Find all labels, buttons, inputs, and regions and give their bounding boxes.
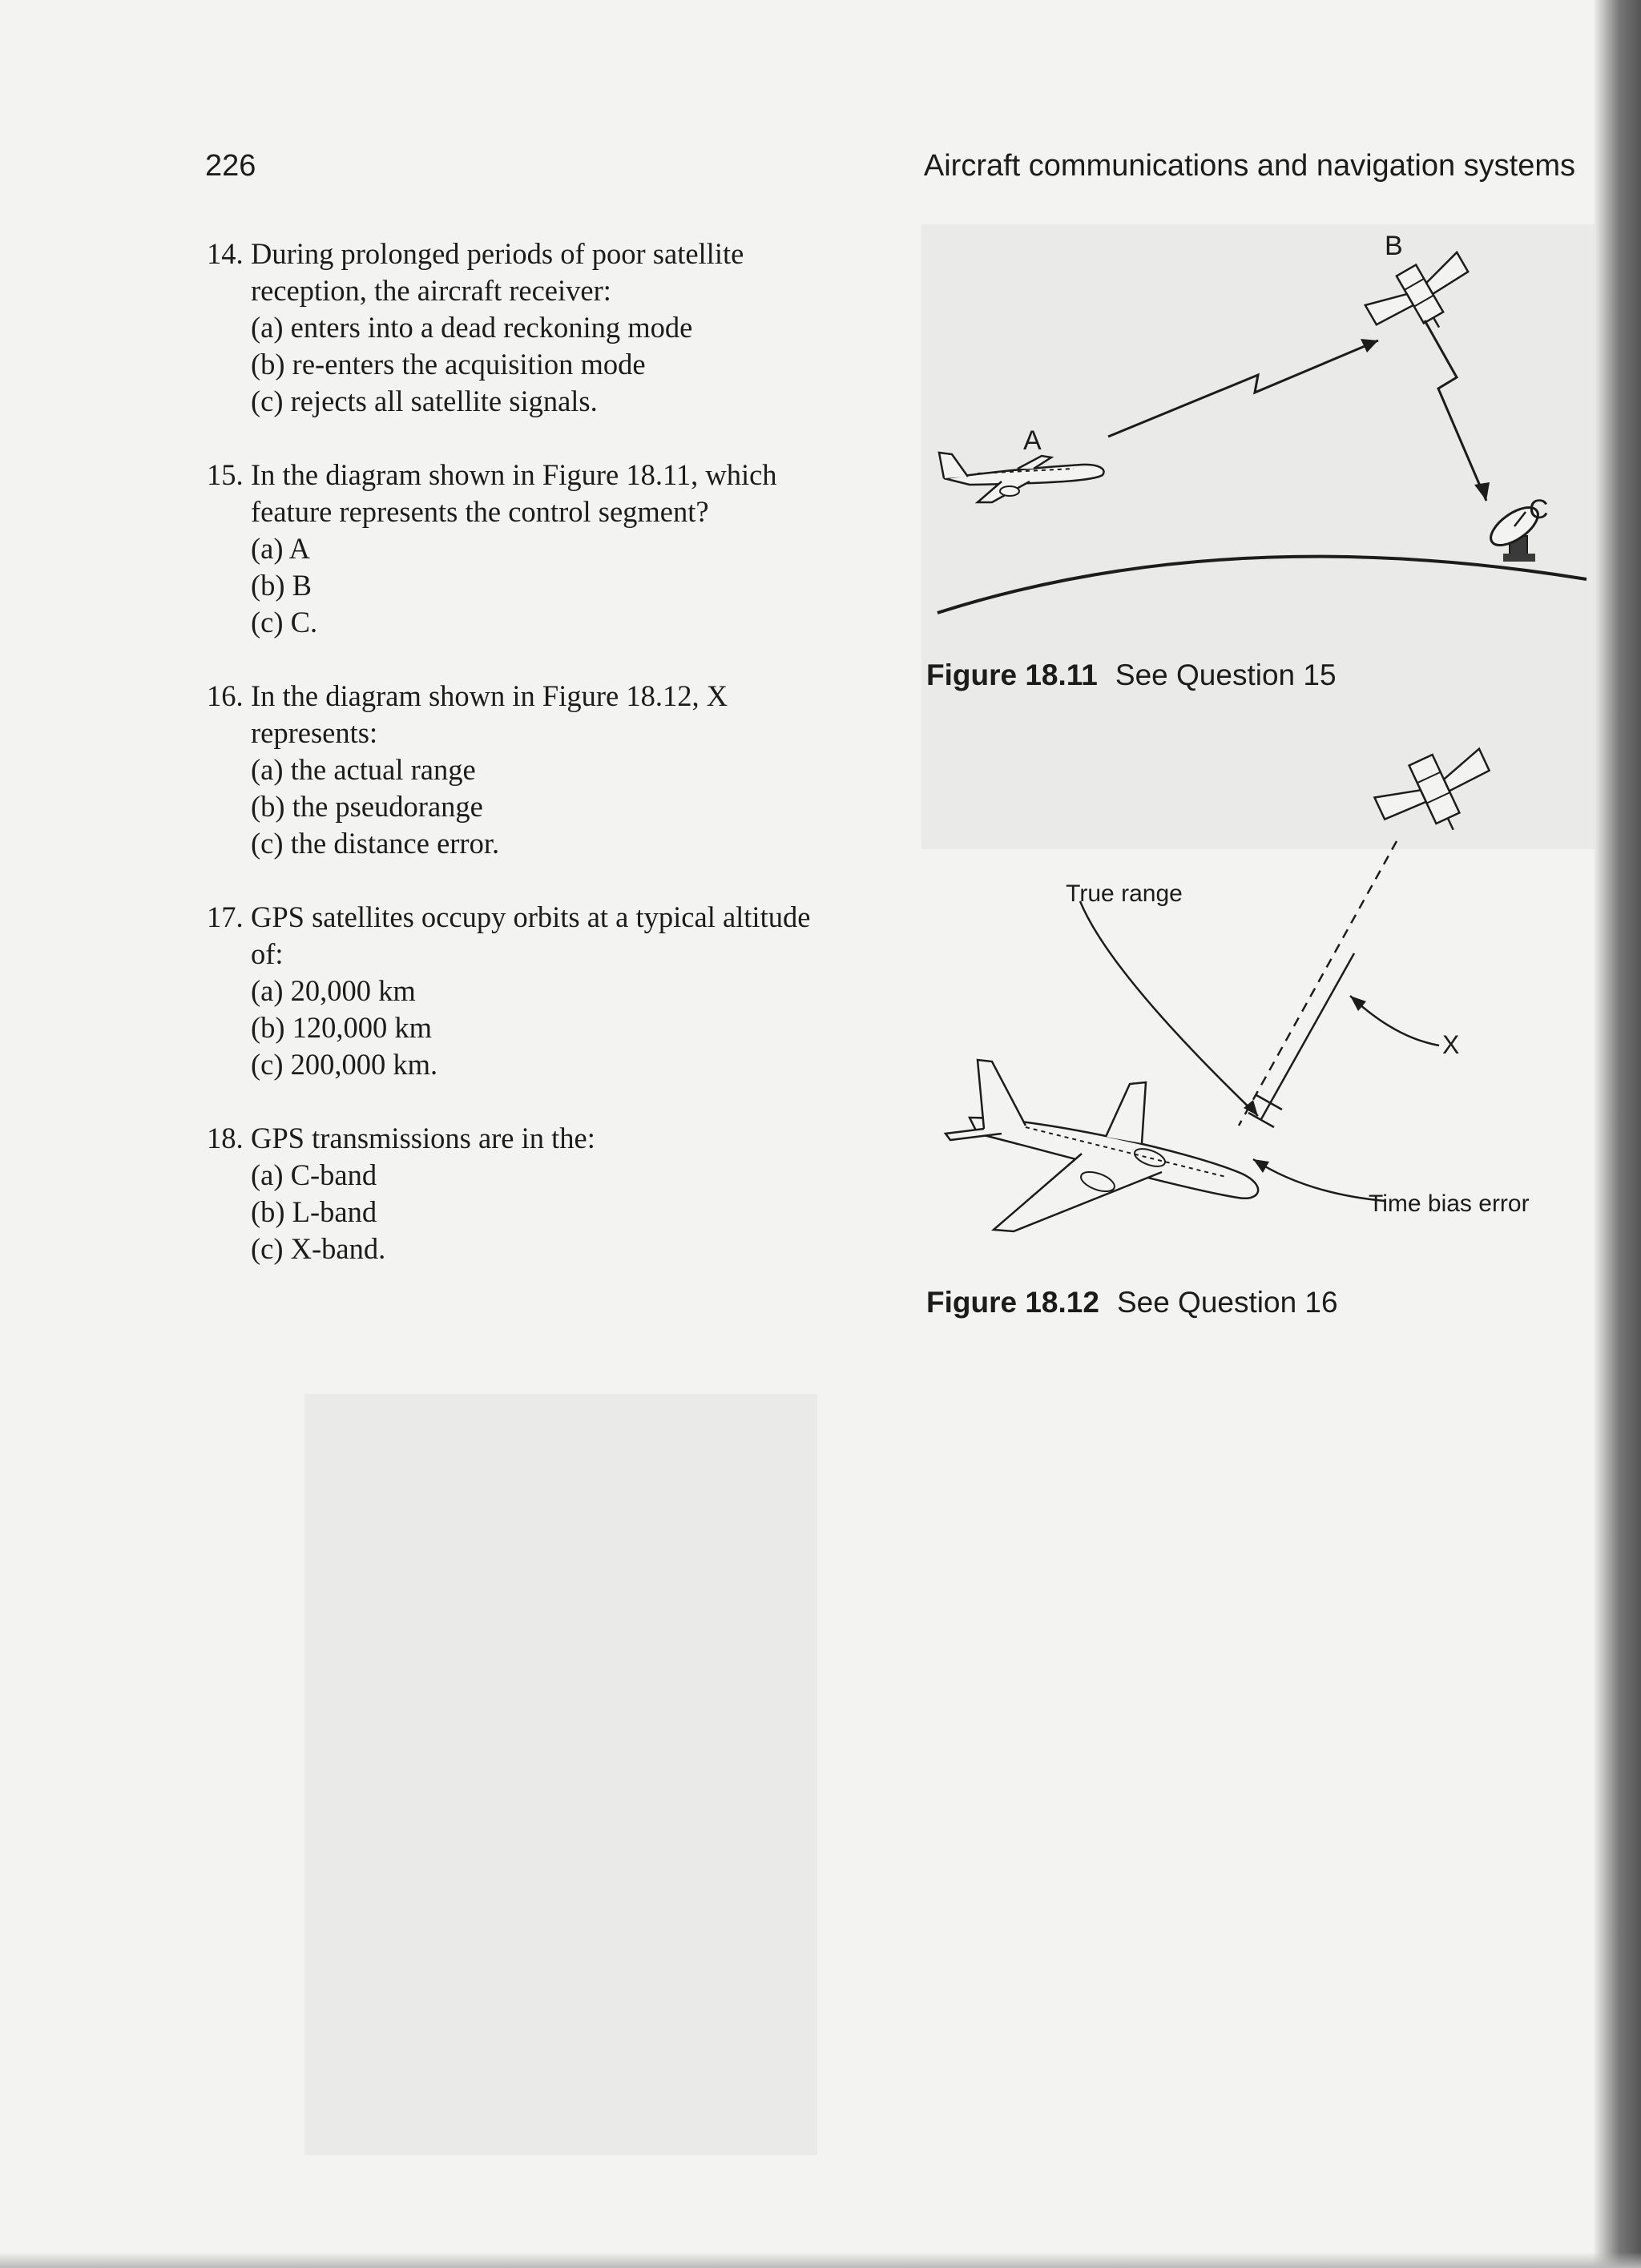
caption-number: Figure 18.12 (926, 1286, 1099, 1319)
question-stem: In the diagram shown in Figure 18.11, which feature represents the control segment? (251, 458, 777, 528)
option: (b) B (251, 569, 312, 602)
option: (b) L-band (251, 1195, 377, 1228)
option: (b) 120,000 km (251, 1011, 433, 1044)
caption-number: Figure 18.11 (926, 659, 1098, 691)
page-number: 226 (205, 149, 256, 183)
option: (a) 20,000 km (251, 974, 416, 1007)
option: (b) re-enters the acquisition mode (251, 348, 646, 381)
option: (a) enters into a dead reckoning mode (251, 311, 693, 344)
option: (a) the actual range (251, 753, 476, 786)
true-range-leader (1080, 901, 1258, 1116)
label-true-range: True range (1066, 880, 1183, 907)
option: (c) rejects all satellite signals. (251, 385, 598, 417)
earth-horizon (937, 557, 1587, 613)
question-stem: During prolonged periods of poor satellite reception, the aircraft receiver: (251, 237, 744, 307)
question-list (207, 236, 848, 1304)
satellite-b-icon (1361, 244, 1485, 354)
question-number: 15. (207, 458, 244, 491)
pseudorange-line (1239, 841, 1397, 1126)
question-15 (207, 457, 848, 641)
aircraft-icon (945, 1060, 1258, 1231)
option: (b) the pseudorange (251, 790, 483, 823)
label-c: C (1529, 494, 1549, 525)
caption-figure-18-11 (926, 659, 1337, 692)
time-bias-leader (1253, 1159, 1385, 1201)
question-18 (207, 1120, 848, 1267)
figure-18-12 (921, 733, 1611, 1286)
option: (a) C-band (251, 1158, 377, 1191)
page-bottom-shadow (0, 2252, 1641, 2268)
label-time-bias-error: Time bias error (1369, 1190, 1530, 1217)
option: (a) A (251, 532, 310, 565)
question-number: 18. (207, 1122, 244, 1154)
aircraft-a-icon (939, 453, 1104, 502)
satellite-icon (1369, 735, 1506, 854)
bleed-through-left (304, 1394, 817, 2155)
question-number: 17. (207, 900, 244, 933)
figure-18-11 (921, 220, 1611, 637)
question-stem: GPS transmissions are in the: (251, 1122, 595, 1154)
label-x: X (1442, 1030, 1460, 1059)
question-14 (207, 236, 848, 420)
caption-text: See Question 15 (1115, 659, 1337, 691)
label-a: A (1023, 425, 1042, 456)
option: (c) X-band. (251, 1232, 386, 1265)
question-number: 16. (207, 679, 244, 712)
label-b: B (1385, 231, 1403, 261)
radio-link-a-b (1108, 340, 1378, 437)
true-range-line (1261, 953, 1354, 1119)
question-stem: GPS satellites occupy orbits at a typical altitude of: (251, 900, 811, 970)
radio-link-b-c (1425, 320, 1486, 501)
question-number: 14. (207, 237, 244, 270)
running-title: Aircraft communications and navigation systems (923, 149, 1575, 183)
option: (c) the distance error. (251, 827, 500, 860)
caption-figure-18-12 (926, 1286, 1338, 1319)
option: (c) 200,000 km. (251, 1048, 438, 1081)
question-17 (207, 899, 848, 1083)
caption-text: See Question 16 (1116, 1286, 1338, 1319)
question-stem: In the diagram shown in Figure 18.12, X represents: (251, 679, 728, 749)
question-16 (207, 678, 848, 862)
option: (c) C. (251, 606, 318, 639)
